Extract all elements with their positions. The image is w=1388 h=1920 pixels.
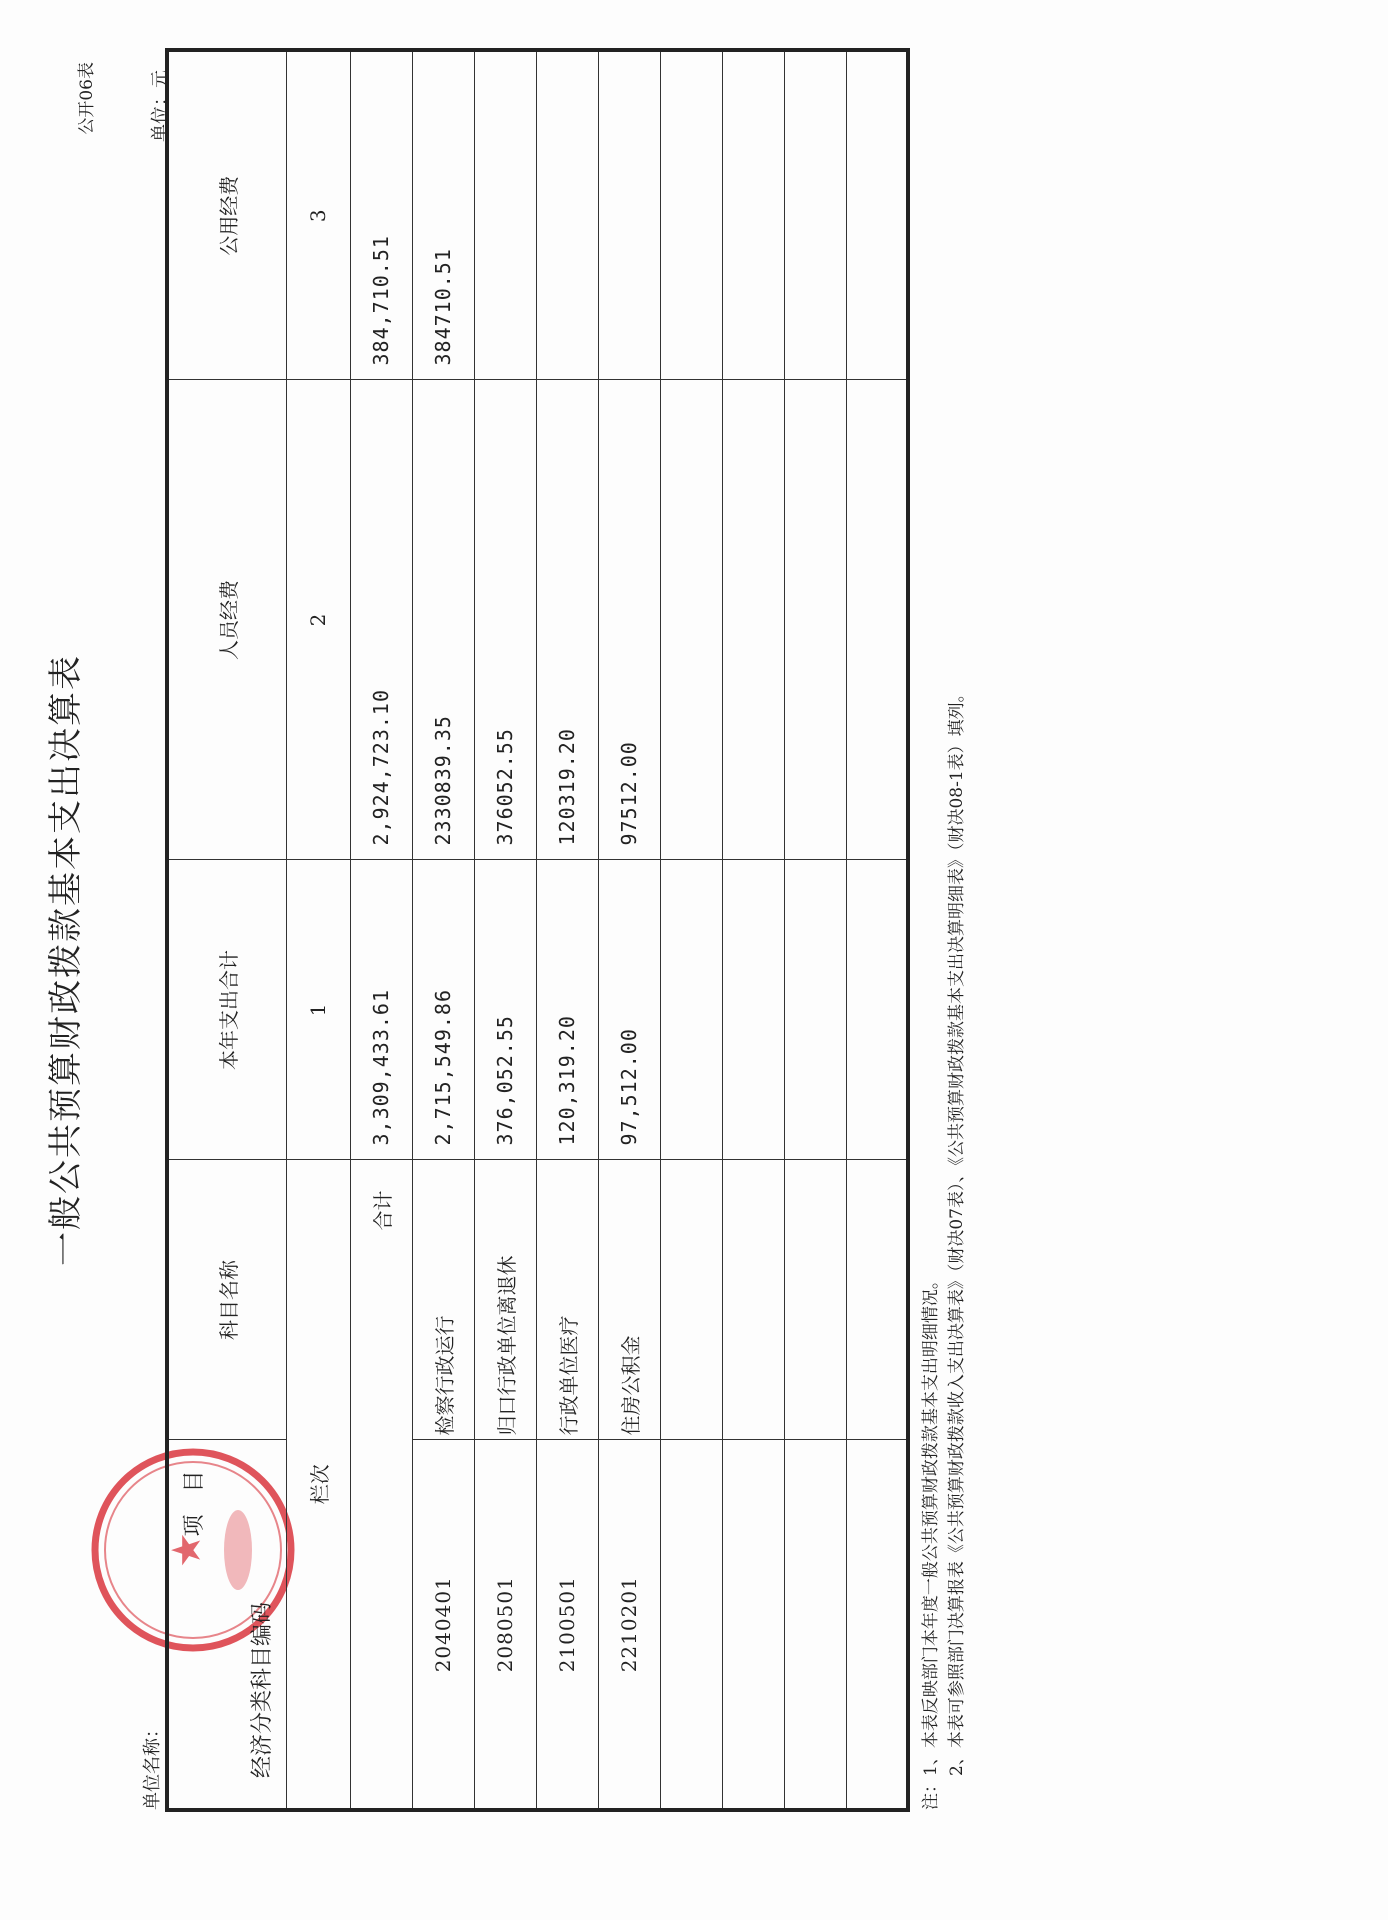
row-name: 住房公积金 [598,1160,660,1440]
empty-row [784,50,846,1810]
row-code: 2080501 [474,1440,536,1810]
total-public: 384,710.51 [350,50,412,380]
total-label: 合计 [350,1160,412,1810]
footnotes [918,685,970,1810]
total-amount: 3,309,433.61 [350,860,412,1160]
row-code: 2210201 [598,1440,660,1810]
row-public [474,50,536,380]
page-title: 一般公共预算财政拨款基本支出决算表 [46,654,86,1266]
column-number-3: 3 [287,50,350,380]
total-personnel: 2,924,723.10 [350,380,412,860]
row-code: 2040401 [412,1440,474,1810]
table-row [474,50,536,1810]
row-name: 行政单位医疗 [536,1160,598,1440]
row-personnel: 2330839.35 [412,380,474,860]
header-row [167,50,287,1810]
row-code: 2100501 [536,1440,598,1810]
header-personnel: 人员经费 [167,380,287,860]
table-row [598,50,660,1810]
row-public [536,50,598,380]
table-row [412,50,474,1810]
header-econ-code: 经济分类科目编码 [250,1601,276,1778]
expenditure-table [165,48,910,1812]
total-row [350,50,412,1810]
empty-row [846,50,908,1810]
footnote-2: 2、本表可参照部门决算报表《公共预算财政拨款收入支出决算表》（财决07表）、《公共预算财政拨款基本支出决算明细表》（财决08-1表）填列。 [947,685,967,1810]
empty-row [660,50,722,1810]
header-total: 本年支出合计 [167,860,287,1160]
org-name-label: 单位名称： [142,1720,163,1810]
header-public: 公用经费 [167,50,287,380]
form-number: 公开06表 [77,62,97,135]
row-amount: 97,512.00 [598,860,660,1160]
header-subject-name: 科目名称 [167,1160,287,1440]
row-name: 检察行政运行 [412,1160,474,1440]
column-number-2: 2 [287,380,350,860]
header-project: 项 目 [182,1470,207,1537]
row-amount: 2,715,549.86 [412,860,474,1160]
empty-row [722,50,784,1810]
row-personnel: 120319.20 [536,380,598,860]
table-row [536,50,598,1810]
row-personnel: 376052.55 [474,380,536,860]
column-number-row [287,50,350,1810]
row-amount: 120,319.20 [536,860,598,1160]
unit-label: 单位：元 [150,70,171,142]
column-number-label: 栏次 [287,1160,350,1810]
row-name: 归口行政单位离退休 [474,1160,536,1440]
row-public [598,50,660,380]
header-project-cell [167,1440,287,1810]
column-number-1: 1 [287,860,350,1160]
row-amount: 376,052.55 [474,860,536,1160]
svg-text:★: ★ [164,1532,210,1568]
footnote-1: 注：1、本表反映部门本年度一般公共预算财政拨款基本支出明细情况。 [921,1272,941,1810]
row-personnel: 97512.00 [598,380,660,860]
row-public: 384710.51 [412,50,474,380]
